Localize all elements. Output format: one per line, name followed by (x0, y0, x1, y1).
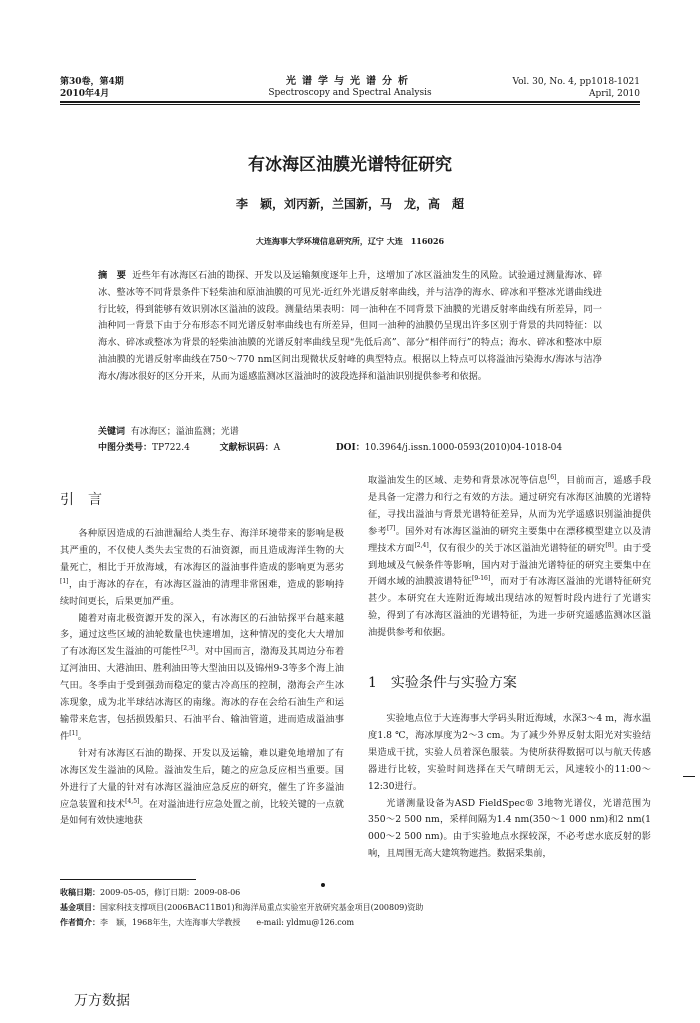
keywords-label: 关键词 (98, 427, 126, 437)
paper-authors: 李 颖，刘丙新，兰国新，马 龙，高 超 (235, 197, 464, 211)
paper-affiliation: 大连海事大学环境信息研究所，辽宁 大连 116026 (255, 236, 445, 246)
abstract-label: 摘 要 (98, 270, 127, 281)
intro-paragraph-2: 随着对南北极资源开发的深入，有冰海区的石油钻探平台越来越多，通过这些区域的油轮数量也快速增加，这种情况的变化大大增加了有冰海区发生溢油的可能性[2,3]。对中国而言，渤海及其周边分布着辽河油田、大港油田、胜利油田等大型油田以及锦州9-3等多个海上油气田。冬季由于受到强劲而稳定的蒙古冷高压的控制，渤海会产生冰冻现象，成为北半球结冰海区的南缘。海冰的存在会给石油生产和运输带来危害，包括损毁船只、石油平台、输油管道，进而造成溢油事件[1]。 (60, 612, 345, 742)
section-1-paragraph-1: 实验地点位于大连海事大学码头附近海域，水深3～4 m，海水温度1.8 ℃，海冰厚度为2～3 cm。为了减少外界反射太阳光对实验结果造成干扰，实验人员着深色服装。为使所获得数据可以与航天传感器进行比较，实验时间选择在天气晴朗无云，风速较小的11:00～12:30进行。 (368, 713, 651, 792)
margin-mark (683, 776, 695, 777)
section-1-paragraph-2: 光谱测量设备为ASD FieldSpec® 3地物光谱仪，光谱范围为350～2 500 nm，采样间隔为1.4 nm(350～1 000 nm)和2 nm(1 000～2 500 nm)。由于实验地点水探较深，不必考虑水底反射的影响，且周围无高大建筑物遮挡。数据采集前， (368, 797, 651, 860)
classification-row (98, 441, 602, 456)
intro-heading: 引 言 (60, 492, 102, 508)
abstract (98, 268, 602, 386)
clc-value: TP722.4 (152, 443, 190, 453)
intro-body (60, 526, 344, 830)
footnote-author-bio: 作者简介：李 颖，1968年生，大连海事大学教授 e-mail: yldmu@126.com (60, 917, 355, 927)
journal-pages: Vol. 30, No. 4, pp1018-1021 April, 2010 (512, 77, 640, 99)
header-rule-thin (60, 104, 640, 105)
intro-paragraph-3: 针对有冰海区石油的勘探、开发以及运输，难以避免地增加了有冰海区发生溢油的风险。溢油发生后，随之的应急反应相当重要。国外进行了大量的针对有冰海区溢油应急反应的研究，催生了许多溢油应急装置和技术[4,5]。在对溢油进行应急处置之前，比较关键的一点就是如何有效快速地获 (60, 747, 345, 827)
wanfang-watermark: 万方数据 (74, 993, 130, 1009)
doc-code-value: A (273, 443, 281, 453)
abstract-text: 近些年有冰海区石油的勘探、开发以及运输频度逐年上升，这增加了冰区溢油发生的风险。试验通过测量海冰、碎冰、整冰等不同背景条件下轻柴油和原油油膜的可见光-近红外光谱反射率曲线，并与洁净的海水、碎冰和平整冰光谱曲线进行比较，得到能够有效识别冰区溢油的波段。测量结果表明：同一油种在不同背景下油膜的光谱反射率曲线有所差异，同一油种同一背景下由于分布形态不同光谱反射率曲线也有所差异，但同一油种的油膜仍呈现出许多区别于背景的共同特征：以海水、碎冰或整冰为背景的轻柴油油膜的光谱反射率曲线呈现“先低后高”、部分“相伴而行”的特点；海水、碎冰和整冰中原油油膜的光谱反射率曲线在750～770 nm区间出现微状反射峰的典型特点。根据以上特点可以将溢油污染海水/海冰与洁净海水/海冰很好的区分开来，从而为遥感监测冰区溢油时的波段选择和溢油识别提供参考和依据。 (98, 270, 603, 382)
header-rule (60, 101, 640, 103)
keywords (98, 425, 602, 440)
journal-volume-issue: 第30卷，第4期 2010年4月 (60, 77, 124, 99)
keywords-text: 有冰海区；溢油监测；光谱 (130, 427, 239, 437)
right-column-body (368, 473, 651, 642)
doi-value: 10.3964/j.issn.1000-0593(2010)04-1018-04 (364, 443, 563, 453)
intro-paragraph-1: 各种原因造成的石油泄漏给人类生存、海洋环境带来的影响是极其严重的，不仅使人类失去宝贵的石油资源，而且造成海洋生物的大量死亡，相比于开放海域，有冰海区的溢油事件造成的影响更为恶劣[1]，由于海冰的存在，有冰海区溢油的清理非常困难，造成的影响持续时间更长，后果更加严重。 (60, 528, 344, 607)
intro-paragraph-continued: 取溢油发生的区域、走势和背景冰况等信息[6]，目前而言，遥感手段是具备一定潜力和行之有效的方法。通过研究有冰海区油膜的光谱特征，寻找出溢油与背景光谱特征差异，从而为光学遥感识别溢油提供参考[7]。国外对有冰海区溢油的研究主要集中在漂移模型建立以及清理技术方面[2,4]，仅有很少的关于冰区溢油光谱特征的研究[8]。由于受到地域及气候条件等影响，国内对于溢油光谱特征的研究主要集中在开阔水域的油膜波谱特征[9-16]，而对于有冰海区溢油的光谱特征研究甚少。本研究在大连附近海域出现结冰的短暂时段内进行了光谱实验，得到了有冰海区溢油的光谱特征，为进一步研究遥感监测冰区溢油提供参考和依据。 (368, 473, 652, 639)
footnotes (60, 885, 640, 930)
journal-name: 光谱学与光谱分析 Spectroscopy and Spectral Analysis (268, 76, 432, 98)
paper-title: 有冰海区油膜光谱特征研究 (248, 155, 452, 175)
doc-code-label: 文献标识码： (219, 443, 274, 453)
section-1-body (368, 711, 651, 863)
intro-heading-block (60, 491, 344, 509)
doi-label: DOI： (335, 443, 365, 453)
footnote-rule (60, 879, 196, 880)
footnote-fund: 基金项目：国家科技支撑项目(2006BAC11B01)和海洋局重点实验室开放研究基金项目(200809)资助 (60, 902, 424, 912)
section-1-heading: 1 实验条件与实验方案 (368, 675, 517, 691)
footnote-received: 收稿日期：2009-05-05，修订日期：2009-08-06 (60, 887, 241, 897)
section-1-heading-block (368, 674, 651, 692)
clc-label: 中图分类号： (98, 443, 153, 453)
